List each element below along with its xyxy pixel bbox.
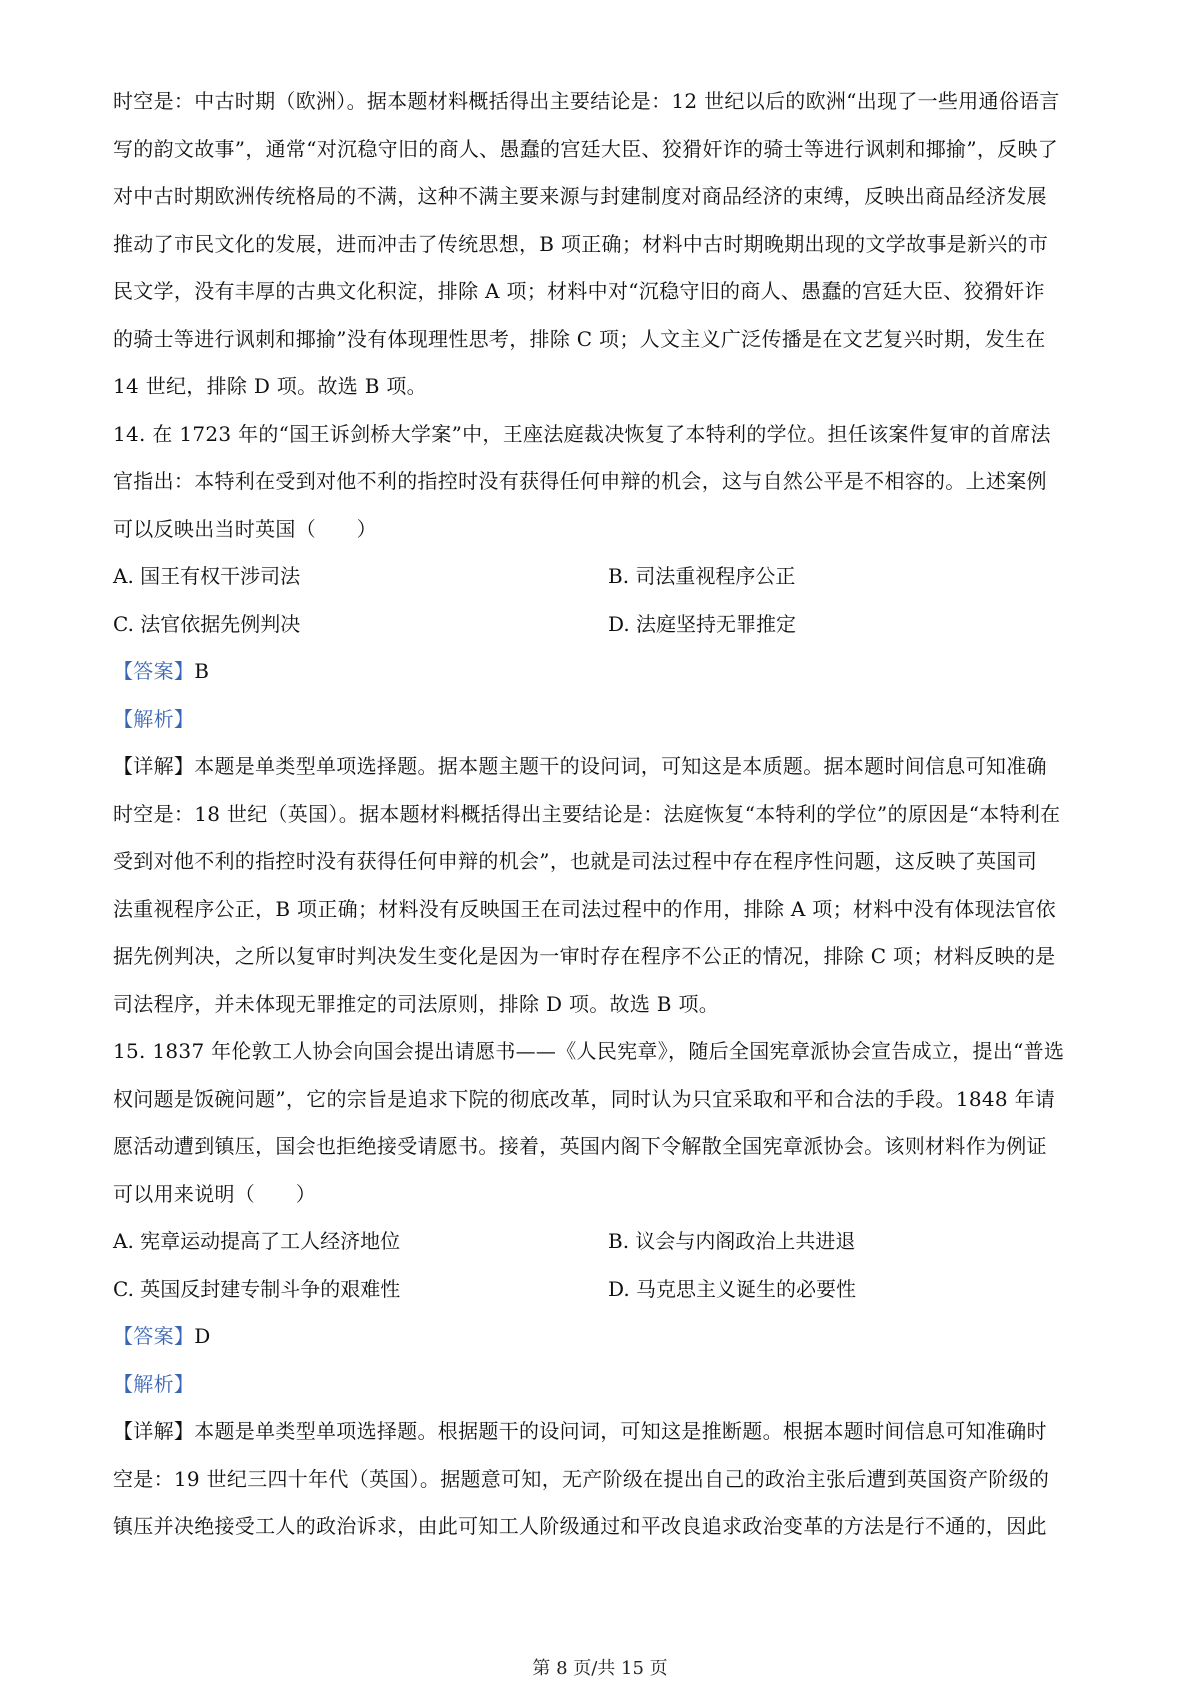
answer-value: B <box>194 659 210 683</box>
q14-option-b: B. 司法重视程序公正 <box>608 564 796 588</box>
paragraph-line: 对中古时期欧洲传统格局的不满，这种不满主要来源与封建制度对商品经济的束缚，反映出商品经济发展 <box>113 184 1047 208</box>
q14-detail-line: 据先例判决，之所以复审时判决发生变化是因为一审时存在程序不公正的情况，排除 C 项；材料反映的是 <box>113 944 1056 968</box>
q15-option-a: A. 宪章运动提高了工人经济地位 <box>113 1229 401 1253</box>
q15-detail-line: 空是：19 世纪三四十年代（英国）。据题意可知，无产阶级在提出自己的政治主张后遭到英国资产阶级的 <box>113 1466 1050 1491</box>
question-14-stem: 14. 在 1723 年的“国王诉剑桥大学案”中，王座法庭裁决恢复了本特利的学位。担任该案件复审的首席法 <box>113 421 1051 446</box>
question-14-stem: 可以反映出当时英国（ ） <box>113 516 377 541</box>
question-14-options-row-1 <box>113 553 1113 601</box>
q15-detail-line: 镇压并决绝接受工人的政治诉求，由此可知工人阶级通过和平改良追求政治变革的方法是行不通的，因此 <box>113 1514 1047 1538</box>
detail-label: 【详解】 <box>113 754 195 778</box>
question-14-options-row-2 <box>113 601 1113 649</box>
q15-analysis-label: 【解析】 <box>113 1371 195 1396</box>
question-15-stem: 可以用来说明（ ） <box>113 1181 316 1206</box>
paragraph-line: 写的韵文故事”，通常“对沉稳守旧的商人、愚蠢的宫廷大臣、狡猾奸诈的骑士等进行讽刺和揶揄”，反映了 <box>113 136 1059 161</box>
page-number: 第 8 页/共 15 页 <box>532 1658 668 1679</box>
q14-detail-line: 法重视程序公正，B 项正确；材料没有反映国王在司法过程中的作用，排除 A 项；材料中没有体现法官依 <box>113 896 1056 921</box>
q14-detail-line: 受到对他不利的指控时没有获得任何申辩的机会”，也就是司法过程中存在程序性问题，这反映了英国司 <box>113 849 1038 873</box>
detail-text: 本题是单类型单项选择题。据本题主题干的设问词，可知这是本质题。据本题时间信息可知准确 <box>194 754 1047 778</box>
q14-answer <box>113 648 1113 696</box>
answer-value: D <box>194 1324 211 1348</box>
q14-detail-line: 司法程序，并未体现无罪推定的司法原则，排除 D 项。故选 B 项。 <box>113 991 720 1016</box>
q15-option-c: C. 英国反封建专制斗争的艰难性 <box>113 1276 401 1301</box>
paragraph-line: 推动了市民文化的发展，进而冲击了传统思想，B 项正确；材料中古时期晚期出现的文学故事是新兴的市 <box>113 231 1049 256</box>
q14-detail <box>113 743 1113 791</box>
q15-option-b: B. 议会与内阁政治上共进退 <box>608 1229 856 1253</box>
paragraph-line: 时空是：中古时期（欧洲）。据本题材料概括得出主要结论是：12 世纪以后的欧洲“出现了一些用通俗语言 <box>113 89 1060 113</box>
question-14-stem: 官指出：本特利在受到对他不利的指控时没有获得任何申辩的机会，这与自然公平是不相容的。上述案例 <box>113 469 1047 493</box>
question-15-options-row-2 <box>113 1266 1113 1314</box>
question-15-stem: 权问题是饭碗问题”，它的宗旨是追求下院的彻底改革，同时认为只宜采取和平和合法的手段。1848 年请 <box>113 1086 1056 1111</box>
q14-option-d: D. 法庭坚持无罪推定 <box>608 611 797 636</box>
page-content <box>113 78 1113 1551</box>
question-15-stem: 15. 1837 年伦敦工人协会向国会提出请愿书——《人民宪章》，随后全国宪章派协会宣告成立，提出“普选 <box>113 1039 1065 1063</box>
q15-detail <box>113 1408 1113 1456</box>
q15-option-d: D. 马克思主义诞生的必要性 <box>608 1276 857 1301</box>
paragraph-line: 14 世纪，排除 D 项。故选 B 项。 <box>113 374 427 398</box>
detail-text: 本题是单类型单项选择题。根据题干的设问词，可知这是推断题。根据本题时间信息可知准确时 <box>194 1419 1047 1443</box>
q14-detail-line: 时空是：18 世纪（英国）。据本题材料概括得出主要结论是：法庭恢复“本特利的学位”的原因是“本特利在 <box>113 801 1061 826</box>
q14-option-c: C. 法官依据先例判决 <box>113 611 301 636</box>
q15-answer <box>113 1313 1113 1361</box>
paragraph-line: 民文学，没有丰厚的古典文化积淀，排除 A 项；材料中对“沉稳守旧的商人、愚蠢的宫廷大臣、狡猾奸诈 <box>113 279 1045 303</box>
question-15-stem: 愿活动遭到镇压，国会也拒绝接受请愿书。接着，英国内阁下令解散全国宪章派协会。该则材料作为例证 <box>113 1134 1047 1158</box>
q14-analysis-label: 【解析】 <box>113 706 195 731</box>
question-15-options-row-1 <box>113 1218 1113 1266</box>
detail-label: 【详解】 <box>113 1419 195 1443</box>
q14-option-a: A. 国王有权干涉司法 <box>113 564 301 588</box>
answer-label: 【答案】 <box>113 1324 195 1348</box>
paragraph-line: 的骑士等进行讽刺和揶揄”没有体现理性思考，排除 C 项；人文主义广泛传播是在文艺复兴时期，发生在 <box>113 326 1046 351</box>
answer-label: 【答案】 <box>113 659 195 683</box>
